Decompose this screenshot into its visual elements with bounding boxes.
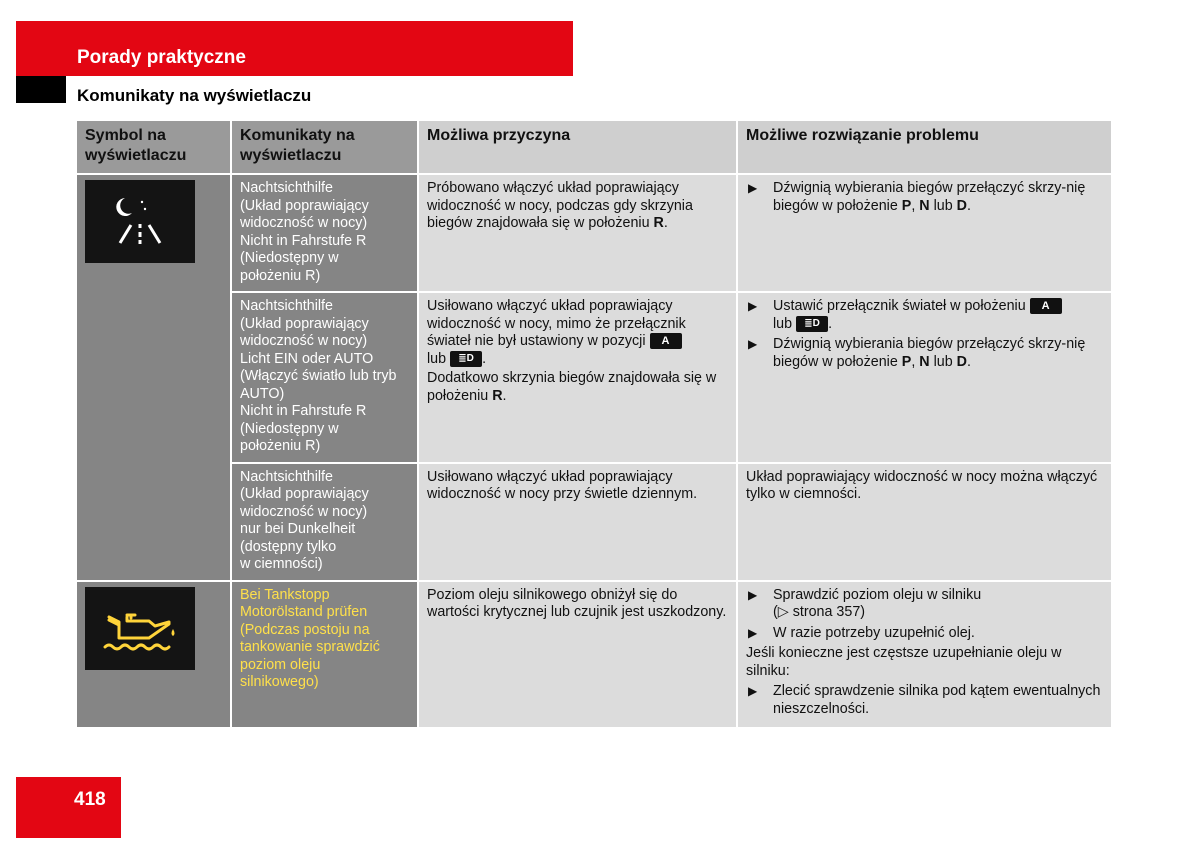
night-vision-icon [85, 180, 195, 263]
solution-step: ▶ Dźwignią wybierania biegów przełączyć skrzy-nię biegów w położenie P, N lub D. [748, 180, 1086, 214]
bullet-arrow-icon: ▶ [748, 587, 758, 602]
page-number: 418 [74, 789, 106, 810]
bullet-arrow-icon: ▶ [748, 299, 758, 313]
display-messages-table [77, 121, 1111, 727]
low-beam-icon: ≣D [450, 351, 482, 367]
page-number-box [16, 777, 121, 838]
bullet-arrow-icon: ▶ [748, 181, 758, 195]
symbol-cell-oil-level [77, 581, 231, 728]
subsection-title: Komunikaty na wyświetlaczu [77, 86, 312, 105]
table-row [77, 174, 1111, 292]
solution-note: Jeśli konieczne jest częstsze uzupełnianie oleju w silniku: [746, 645, 1062, 679]
symbol-cell-night-vision [77, 174, 231, 581]
header-message: Komunikaty na wyświetlaczu [231, 121, 418, 174]
solution-step: ▶ Ustawić przełącznik świateł w położeniu A lub ≣D . [746, 298, 1104, 333]
solution-cell [737, 174, 1111, 292]
cause-cell: Próbowano włączyć układ poprawiający widoczność w nocy, podczas gdy skrzynia biegów znajdowała się w położeniu R. [418, 174, 737, 292]
solution-cell: Układ poprawiający widoczność w nocy można włączyć tylko w ciemności. [737, 463, 1111, 581]
cause-cell: Poziom oleju silnikowego obniżył się do wartości krytycznej lub czujnik jest uszkodzony. [418, 581, 737, 728]
table-header-row [77, 121, 1111, 174]
cause-cell: Usiłowano włączyć układ poprawiający widoczność w nocy przy świetle dziennym. [418, 463, 737, 581]
bullet-arrow-icon: ▶ [748, 337, 758, 351]
bullet-arrow-icon: ▶ [748, 684, 758, 698]
table-row [77, 463, 1111, 581]
header-symbol: Symbol na wyświetlaczu [77, 121, 231, 174]
solution-step: ▶ Zlecić sprawdzenie silnika pod kątem ewentualnych nieszczelności. [748, 683, 1101, 717]
solution-cell [737, 581, 1111, 728]
light-switch-auto-key: A [650, 333, 682, 349]
low-beam-icon: ≣D [796, 316, 828, 332]
header-cause: Możliwa przyczyna [418, 121, 737, 174]
light-switch-auto-key: A [1030, 298, 1062, 314]
message-cell: Nachtsichthilfe (Układ poprawiający widoczność w nocy) Nicht in Fahrstufe R (Niedostępny w położeniu R) [231, 174, 418, 292]
table-row [77, 292, 1111, 463]
table-row [77, 581, 1111, 728]
page-reference: (▷ strona 357) [773, 604, 866, 620]
header-solution: Możliwe rozwiązanie problemu [737, 121, 1111, 174]
message-cell: Nachtsichthilfe (Układ poprawiający widoczność w nocy) nur bei Dunkelheit (dostępny tylko w ciemności) [231, 463, 418, 581]
oil-can-icon [85, 587, 195, 670]
solution-step: ▶ Dźwignią wybierania biegów przełączyć skrzy-nię biegów w położenie P, N lub D. [748, 336, 1086, 370]
cause-cell: Usiłowano włączyć układ poprawiający widoczność w nocy, mimo że przełącznik świateł nie był ustawiony w pozycji A lub ≣D . Dodatkowo skrzynia biegów znajdowała się w położeniu R. [418, 292, 737, 463]
section-title: Porady praktyczne [77, 47, 246, 68]
message-cell: Nachtsichthilfe (Układ poprawiający widoczność w nocy) Licht EIN oder AUTO (Włączyć światło lub tryb AUTO) Nicht in Fahrstufe R (Niedostępny w położeniu R) [231, 292, 418, 463]
section-banner [16, 21, 573, 76]
subsection-marker [16, 76, 66, 103]
message-cell: Bei Tankstopp Motorölstand prüfen (Podczas postoju na tankowanie sprawdzić poziom oleju silnikowego) [231, 581, 418, 728]
bullet-arrow-icon: ▶ [748, 625, 758, 640]
solution-cell [737, 292, 1111, 463]
solution-step: ▶ W razie potrzeby uzupełnić olej. [748, 624, 975, 641]
solution-step: ▶ Sprawdzić poziom oleju w silniku (▷ strona 357) [746, 587, 1104, 622]
